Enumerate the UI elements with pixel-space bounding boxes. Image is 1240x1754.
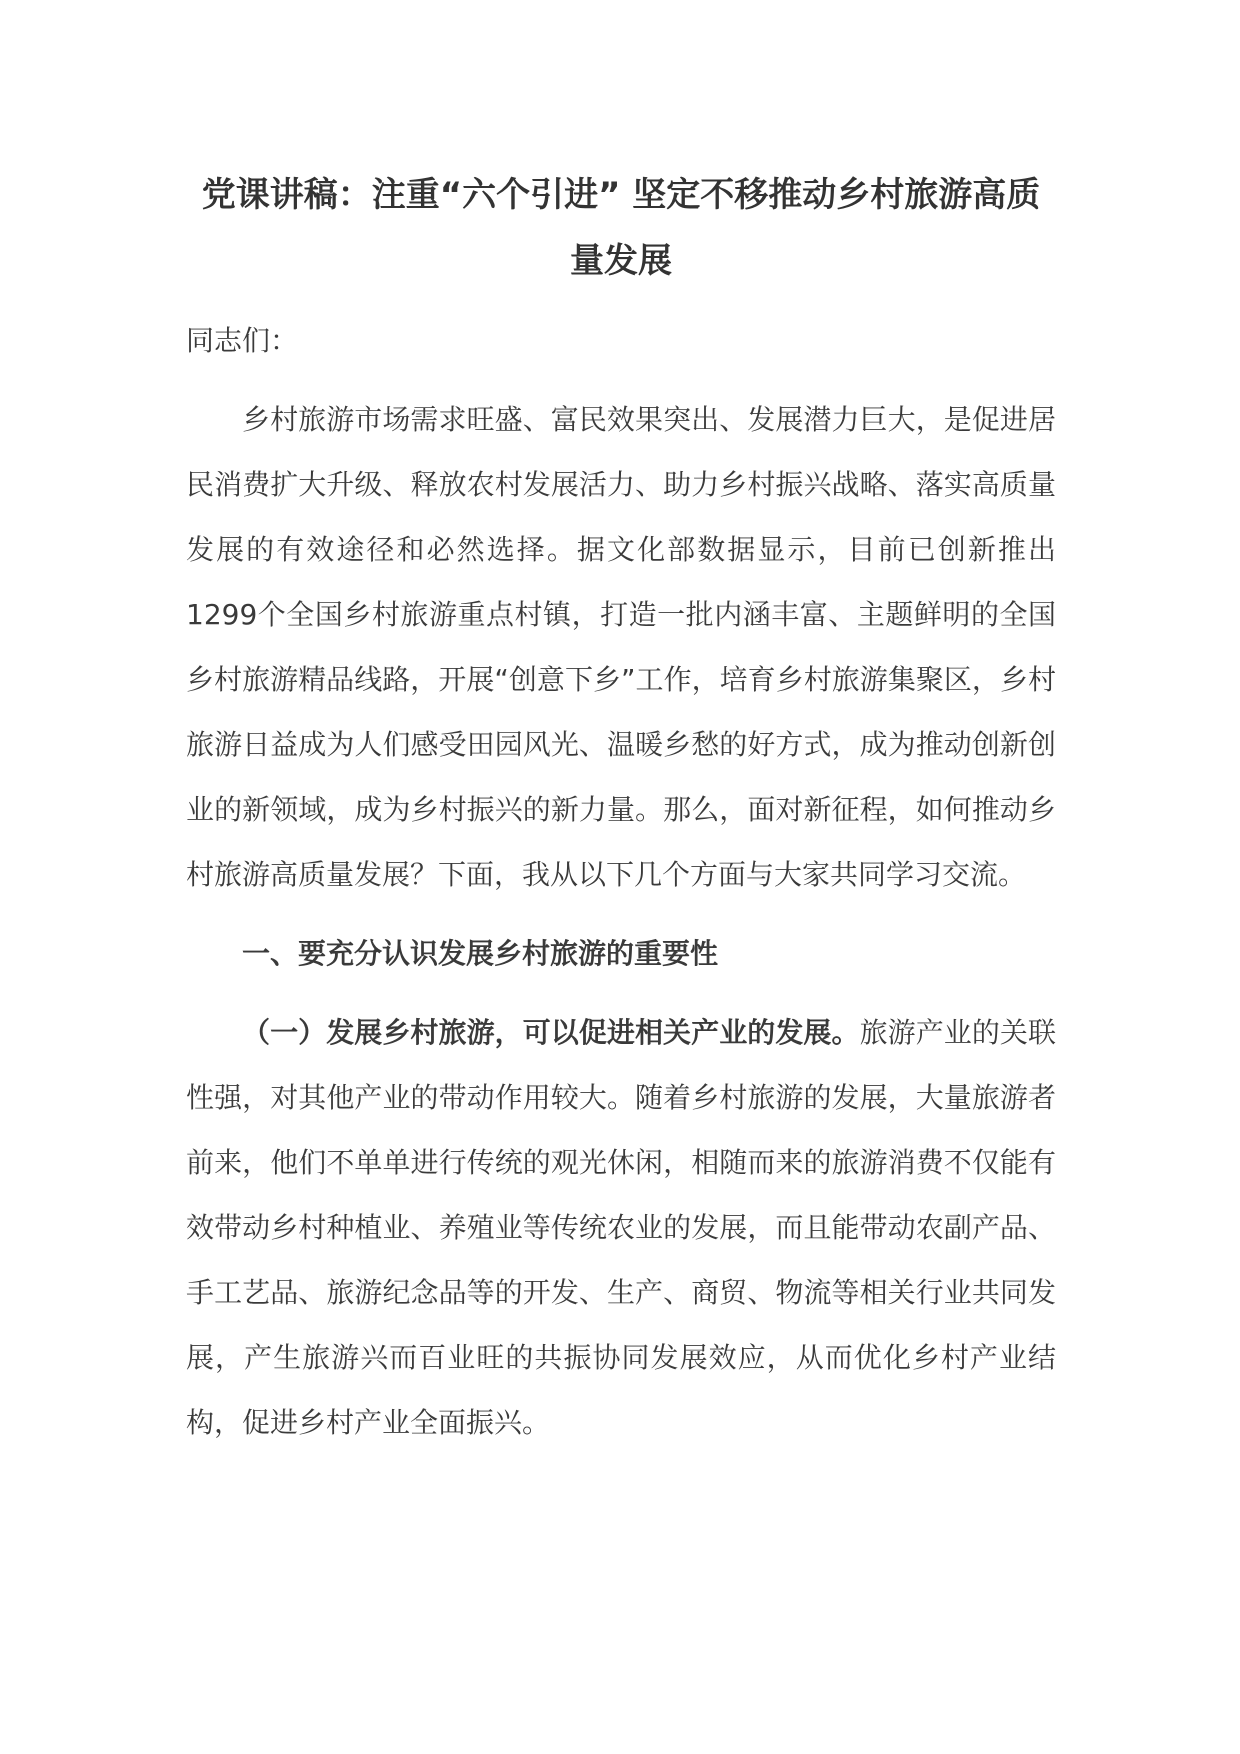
intro-paragraph: 乡村旅游市场需求旺盛、富民效果突出、发展潜力巨大，是促进居民消费扩大升级、释放农村发展活力、助力乡村振兴战略、落实高质量发展的有效途径和必然选择。据文化部数据显示，目前已创新推出1299个全国乡村旅游重点村镇，打造一批内涵丰富、主题鲜明的全国乡村旅游精品线路，开展“创意下乡”工作，培育乡村旅游集聚区，乡村旅游日益成为人们感受田园风光、温暖乡愁的好方式，成为推动创新创业的新领域，成为乡村振兴的新力量。那么，面对新征程，如何推动乡村旅游高质量发展？下面，我从以下几个方面与大家共同学习交流。 bbox=[186, 403, 1056, 891]
section-heading: 一、要充分认识发展乡村旅游的重要性 bbox=[242, 937, 719, 970]
section-item-lead: （一）发展乡村旅游，可以促进相关产业的发展。 bbox=[242, 1016, 860, 1049]
document-title: 党课讲稿：注重“六个引进” 坚定不移推动乡村旅游高质量发展 bbox=[201, 175, 1041, 281]
salutation: 同志们： bbox=[186, 324, 299, 357]
section-item-paragraph bbox=[186, 1000, 1056, 1455]
document-page bbox=[186, 162, 1056, 1455]
section-item-body: 旅游产业的关联性强，对其他产业的带动作用较大。随着乡村旅游的发展，大量旅游者前来，他们不单单进行传统的观光休闲，相随而来的旅游消费不仅能有效带动乡村种植业、养殖业等传统农业的发展，而且能带动农副产品、手工艺品、旅游纪念品等的开发、生产、商贸、物流等相关行业共同发展，产生旅游兴而百业旺的共振协同发展效应，从而优化乡村产业结构，促进乡村产业全面振兴。 bbox=[186, 1016, 1056, 1439]
